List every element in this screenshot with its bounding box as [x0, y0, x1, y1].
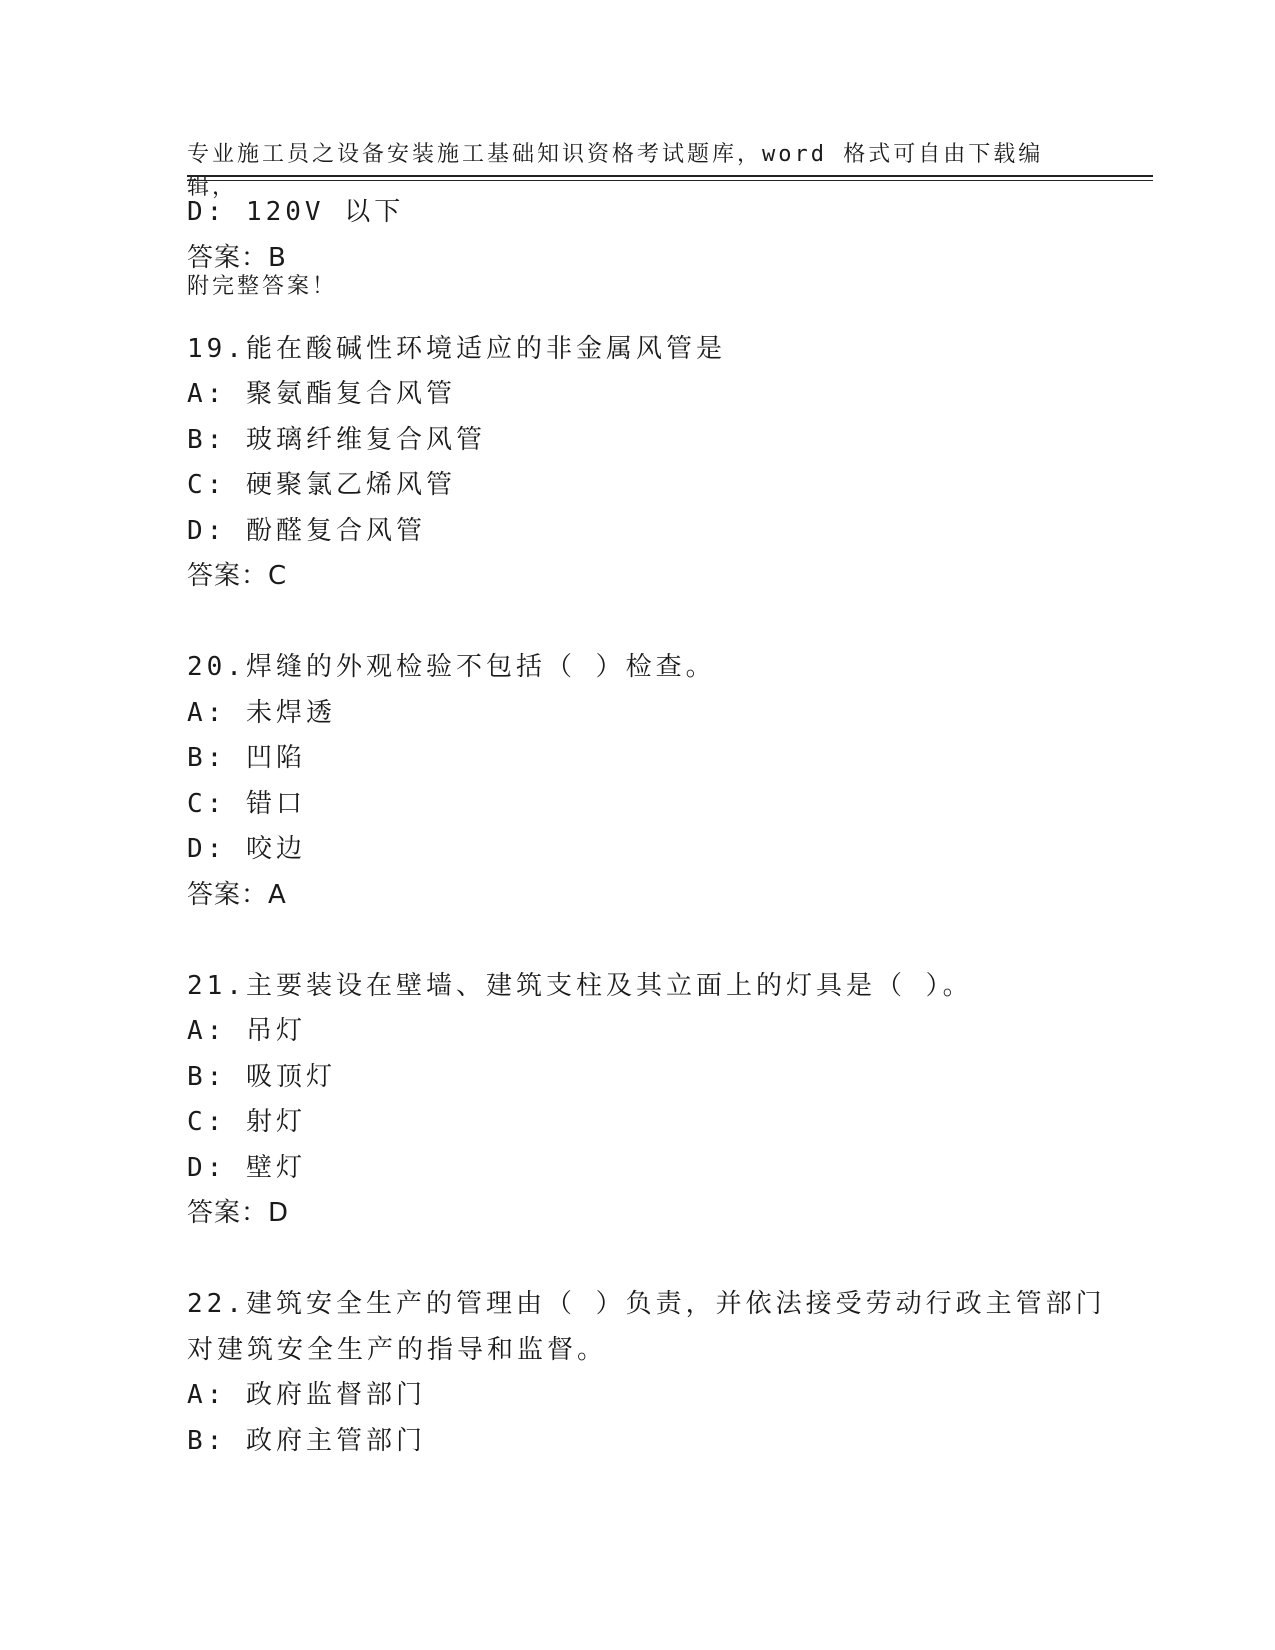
question-list — [187, 190, 1137, 1464]
answer-line: 答案：A — [187, 879, 287, 910]
option-a: A: 吊灯 — [187, 1016, 306, 1046]
answer-line: 答案：B — [187, 242, 287, 273]
question-20 — [187, 645, 1137, 918]
option-b: B: 玻璃纤维复合风管 — [187, 424, 486, 455]
answer-line: 答案：D — [187, 1198, 290, 1228]
header-divider-thick — [187, 175, 1153, 177]
option-b: B: 凹陷 — [187, 743, 306, 773]
question-stem-line-2: 对建筑安全生产的指导和监督。 — [187, 1334, 608, 1365]
question-stem: 21.主要装设在壁墙、建筑支柱及其立面上的灯具是（ ）。 — [187, 970, 973, 1001]
header-line-1: 专业施工员之设备安装施工基础知识资格考试题库，word 格式可自由下载编辑， — [187, 142, 1044, 200]
answer-line: 答案：C — [187, 561, 288, 591]
option-c: C: 硬聚氯乙烯风管 — [187, 470, 456, 500]
option-b: B: 政府主管部门 — [187, 1425, 426, 1456]
header-line-2: 附完整答案！ — [187, 274, 338, 299]
option-c: C: 射灯 — [187, 1107, 306, 1137]
header-divider-thin — [187, 180, 1153, 181]
question-22 — [187, 1282, 1137, 1464]
option-d: D: 酚醛复合风管 — [187, 515, 426, 546]
option-d: D: 咬边 — [187, 834, 306, 864]
option-a: A: 未焊透 — [187, 697, 336, 728]
question-21 — [187, 964, 1137, 1237]
question-19 — [187, 327, 1137, 600]
option-d: D: 壁灯 — [187, 1152, 306, 1183]
option-a: A: 聚氨酯复合风管 — [187, 379, 456, 409]
option-c: C: 错口 — [187, 788, 306, 819]
previous-question-tail — [187, 190, 1137, 281]
option-a: A: 政府监督部门 — [187, 1380, 426, 1410]
question-stem: 19.能在酸碱性环境适应的非金属风管是 — [187, 333, 726, 364]
question-stem-line-1: 22.建筑安全生产的管理由（ ）负责，并依法接受劳动行政主管部门 — [187, 1289, 1106, 1319]
option-d: D: 120V 以下 — [187, 197, 405, 227]
question-stem: 20.焊缝的外观检验不包括（ ）检查。 — [187, 652, 716, 682]
option-b: B: 吸顶灯 — [187, 1061, 336, 1092]
